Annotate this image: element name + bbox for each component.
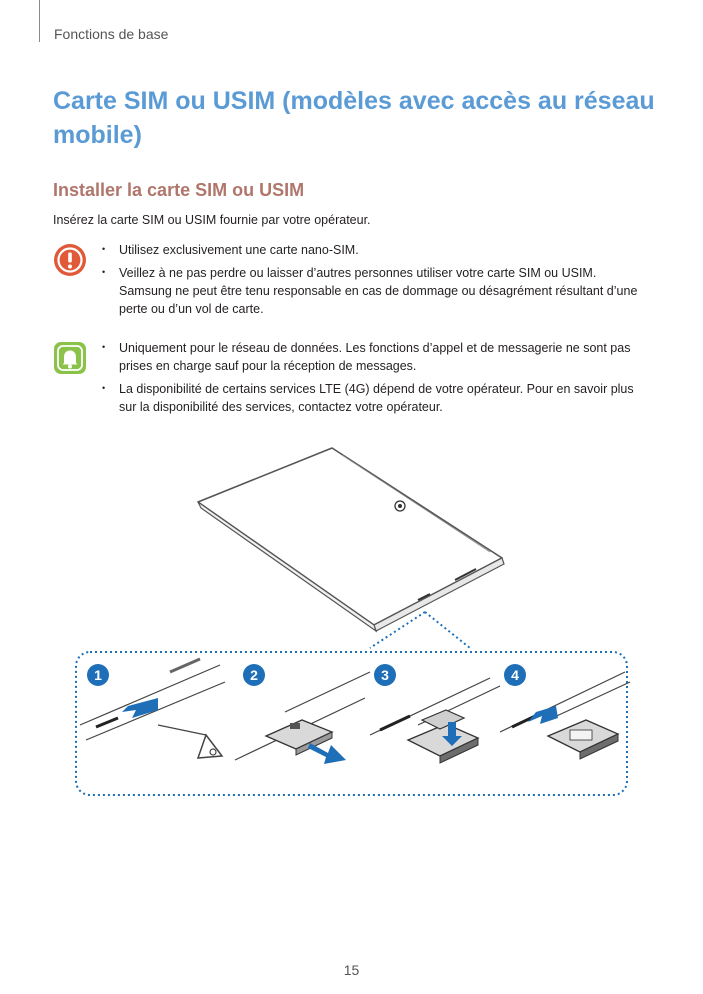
- section-label: Fonctions de base: [54, 26, 169, 42]
- step-number: 3: [381, 667, 389, 683]
- note-list: [102, 339, 647, 421]
- list-item: • Veillez à ne pas perdre ou laisser d’autres personnes utiliser votre carte SIM ou USIM. Samsung ne peut être tenu responsable en cas de dommage ou désagrément résultant d’une perte ou d’un vol de carte.: [102, 264, 647, 318]
- step-number: 1: [94, 667, 102, 683]
- tablet-illustration: [198, 448, 504, 631]
- margin-rule: [39, 0, 40, 42]
- sim-install-illustration: [70, 440, 635, 807]
- step-badge-1: [87, 664, 109, 686]
- page-title: Carte SIM ou USIM (modèles avec accès au réseau mobile): [53, 87, 655, 149]
- list-item: • Utilisez exclusivement une carte nano-SIM.: [102, 241, 647, 259]
- insert-arrow-icon: [528, 706, 558, 724]
- section-subtitle: Installer la carte SIM ou USIM: [53, 180, 305, 200]
- notification-bell-icon: [53, 341, 87, 375]
- step-3-place-card: [370, 678, 500, 763]
- step-number: 2: [250, 667, 258, 683]
- step-badge-3: [374, 664, 396, 686]
- list-item: • La disponibilité de certains services LTE (4G) dépend de votre opérateur. Pour en savoir plus sur la disponibilité des services, contactez votre opérateur.: [102, 380, 647, 416]
- pull-arrow-icon: [308, 743, 346, 764]
- step-number: 4: [511, 667, 519, 683]
- callout-lines: [76, 612, 627, 795]
- warning-exclamation-icon: [53, 243, 87, 277]
- step-4-insert-tray: [500, 672, 630, 759]
- intro-text: Insérez la carte SIM ou USIM fournie par votre opérateur.: [53, 213, 371, 227]
- page-number: 15: [343, 962, 360, 978]
- list-item: • Uniquement pour le réseau de données. Les fonctions d’appel et de messagerie ne sont pas prises en charge sauf pour la réception de messages.: [102, 339, 647, 375]
- step-badge-4: [504, 664, 526, 686]
- step-badge-2: [243, 664, 265, 686]
- warning-list: [102, 241, 647, 323]
- illustration-svg: [70, 440, 635, 802]
